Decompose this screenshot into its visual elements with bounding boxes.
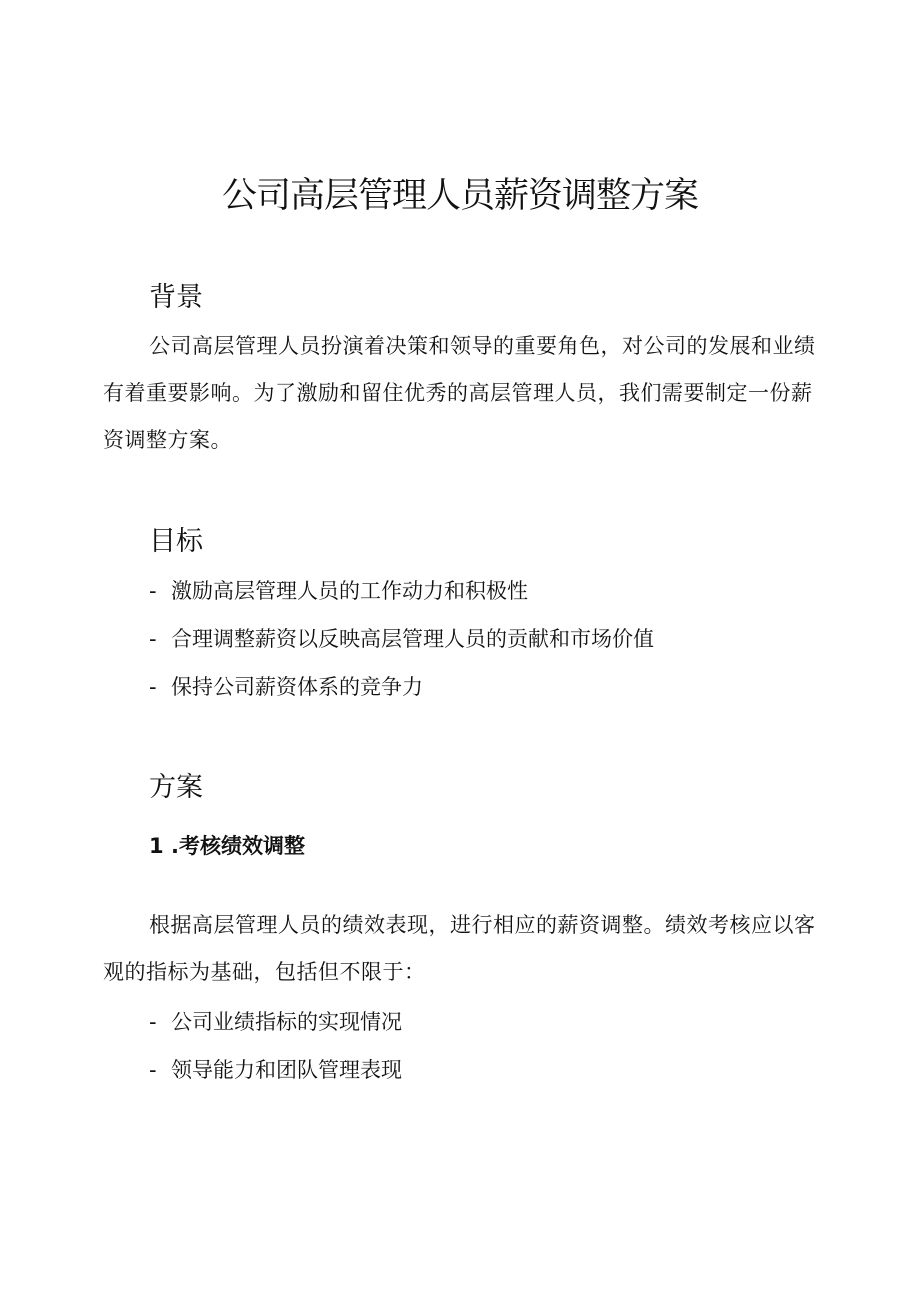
bullet-dash: -: [149, 579, 157, 603]
goal-item-text: 保持公司薪资体系的竞争力: [171, 675, 423, 699]
goal-item-text: 激励高层管理人员的工作动力和积极性: [171, 579, 528, 603]
section-heading-plan: 方案: [149, 772, 203, 803]
criteria-item-text: 公司业绩指标的实现情况: [171, 1010, 402, 1034]
background-paragraph: 公司高层管理人员扮演着决策和领导的重要角色，对公司的发展和业绩有着重要影响。为了激励和留住优秀的高层管理人员，我们需要制定一份薪资调整方案。: [103, 334, 816, 452]
bullet-dash: -: [149, 675, 157, 699]
section-heading-background: 背景: [149, 282, 203, 313]
bullet-dash: -: [149, 1058, 157, 1082]
goal-item: [149, 672, 423, 702]
criteria-item-text: 领导能力和团队管理表现: [171, 1058, 402, 1082]
section-heading-goals: 目标: [149, 526, 203, 557]
bullet-dash: -: [149, 1010, 157, 1034]
goal-item-text: 合理调整薪资以反映高层管理人员的贡献和市场价值: [171, 627, 654, 651]
criteria-item: [149, 1007, 402, 1037]
subsection-heading-performance: [149, 831, 305, 861]
subsection-number: 1: [149, 834, 164, 858]
goal-item: [149, 576, 528, 606]
bullet-dash: -: [149, 627, 157, 651]
goal-item: [149, 624, 654, 654]
criteria-item: [149, 1055, 402, 1085]
subsection-title: .考核绩效调整: [171, 834, 305, 858]
document-title: 公司高层管理人员薪资调整方案: [221, 176, 698, 216]
performance-paragraph: 根据高层管理人员的绩效表现，进行相应的薪资调整。绩效考核应以客观的指标为基础，包括但不限于：: [103, 913, 816, 984]
